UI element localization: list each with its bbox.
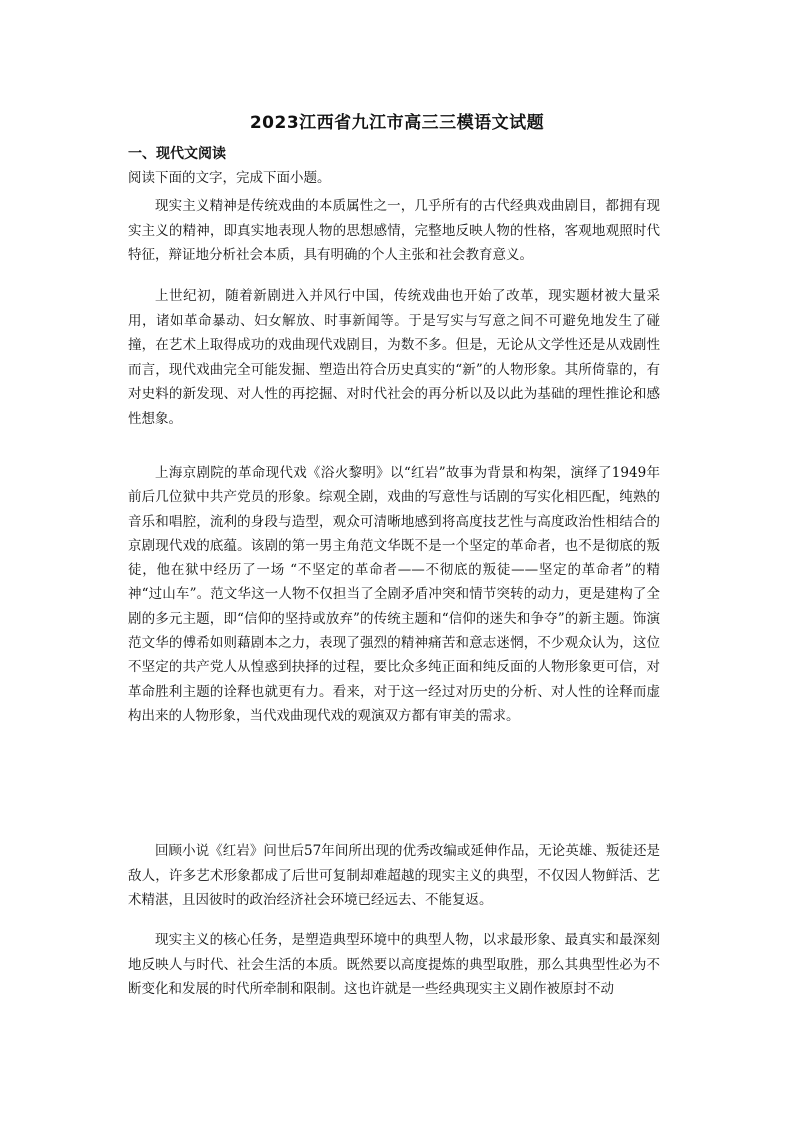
paragraph-2: 上世纪初，随着新剧进入并风行中国，传统戏曲也开始了改革，现实题材被大量采用，诸如革命暴动、妇女解放、时事新闻等。于是写实与写意之间不可避免地发生了碰撞，在艺术上取得成功的戏曲现代戏剧目，为数不多。但是，无论从文学性还是从戏剧性而言，现代戏曲完全可能发掘、塑造出符合历史真实的“新”的人物形象。其所倚靠的，有对史料的新发现、对人性的再挖掘、对时代社会的再分析以及以此为基础的理性推论和感性想象。 xyxy=(128,288,660,427)
paragraph-4: 回顾小说《红岩》问世后57年间所出现的优秀改编或延伸作品，无论英雄、叛徒还是敌人，许多艺术形象都成了后世可复制却难超越的现实主义的典型，不仅因人物鲜活、艺术精湛，且因彼时的政治经济社会环境已经远去、不能复返。 xyxy=(128,843,660,908)
paragraph-1: 现实主义精神是传统戏曲的本质属性之一，几乎所有的古代经典戏曲剧目，都拥有现实主义的精神，即真实地表现人物的思想感情，完整地反映人物的性格，客观地观照时代特征，辩证地分析社会本质，具有明确的个人主张和社会教育意义。 xyxy=(128,198,660,263)
document-title: 2023江西省九江市高三三模语文试题 xyxy=(249,113,545,133)
reading-instruction: 阅读下面的文字，完成下面小题。 xyxy=(128,170,331,186)
section-heading: 一、现代文阅读 xyxy=(128,146,226,162)
paragraph-3: 上海京剧院的革命现代戏《浴火黎明》以“红岩”故事为背景和构架，演绎了1949年前后几位狱中共产党员的形象。综观全剧，戏曲的写意性与话剧的写实化相匹配，纯熟的音乐和唱腔，流利的身段与造型，观众可清晰地感到将高度技艺性与高度政治性相结合的京剧现代戏的底蕴。该剧的第一男主角范文华既不是一个坚定的革命者，也不是彻底的叛徒，他在狱中经历了一场 “不坚定的革命者——不彻底的叛徒——坚定的革命者”的精神“过山车”。范文华这一人物不仅担当了全剧矛盾冲突和情节突转的动力，更是建构了全剧的多元主题，即“信仰的坚持或放弃”的传统主题和“信仰的迷失和争夺”的新主题。饰演范文华的傅希如则藉剧本之力，表现了强烈的精神痛苦和意志迷惘，不少观众认为，这位不坚定的共产党人从惶惑到抉择的过程，要比众多纯正面和纯反面的人物形象更可信，对革命胜利主题的诠释也就更有力。看来，对于这一经过对历史的分析、对人性的诠释而虚构出来的人物形象，当代戏曲现代戏的观演双方都有审美的需求。 xyxy=(128,465,660,724)
paragraph-5: 现实主义的核心任务，是塑造典型环境中的典型人物，以求最形象、最真实和最深刻地反映人与时代、社会生活的本质。既然要以高度提炼的典型取胜，那么其典型性必为不断变化和发展的时代所牵制和限制。这也许就是一些经典现实主义剧作被原封不动 xyxy=(128,932,660,997)
